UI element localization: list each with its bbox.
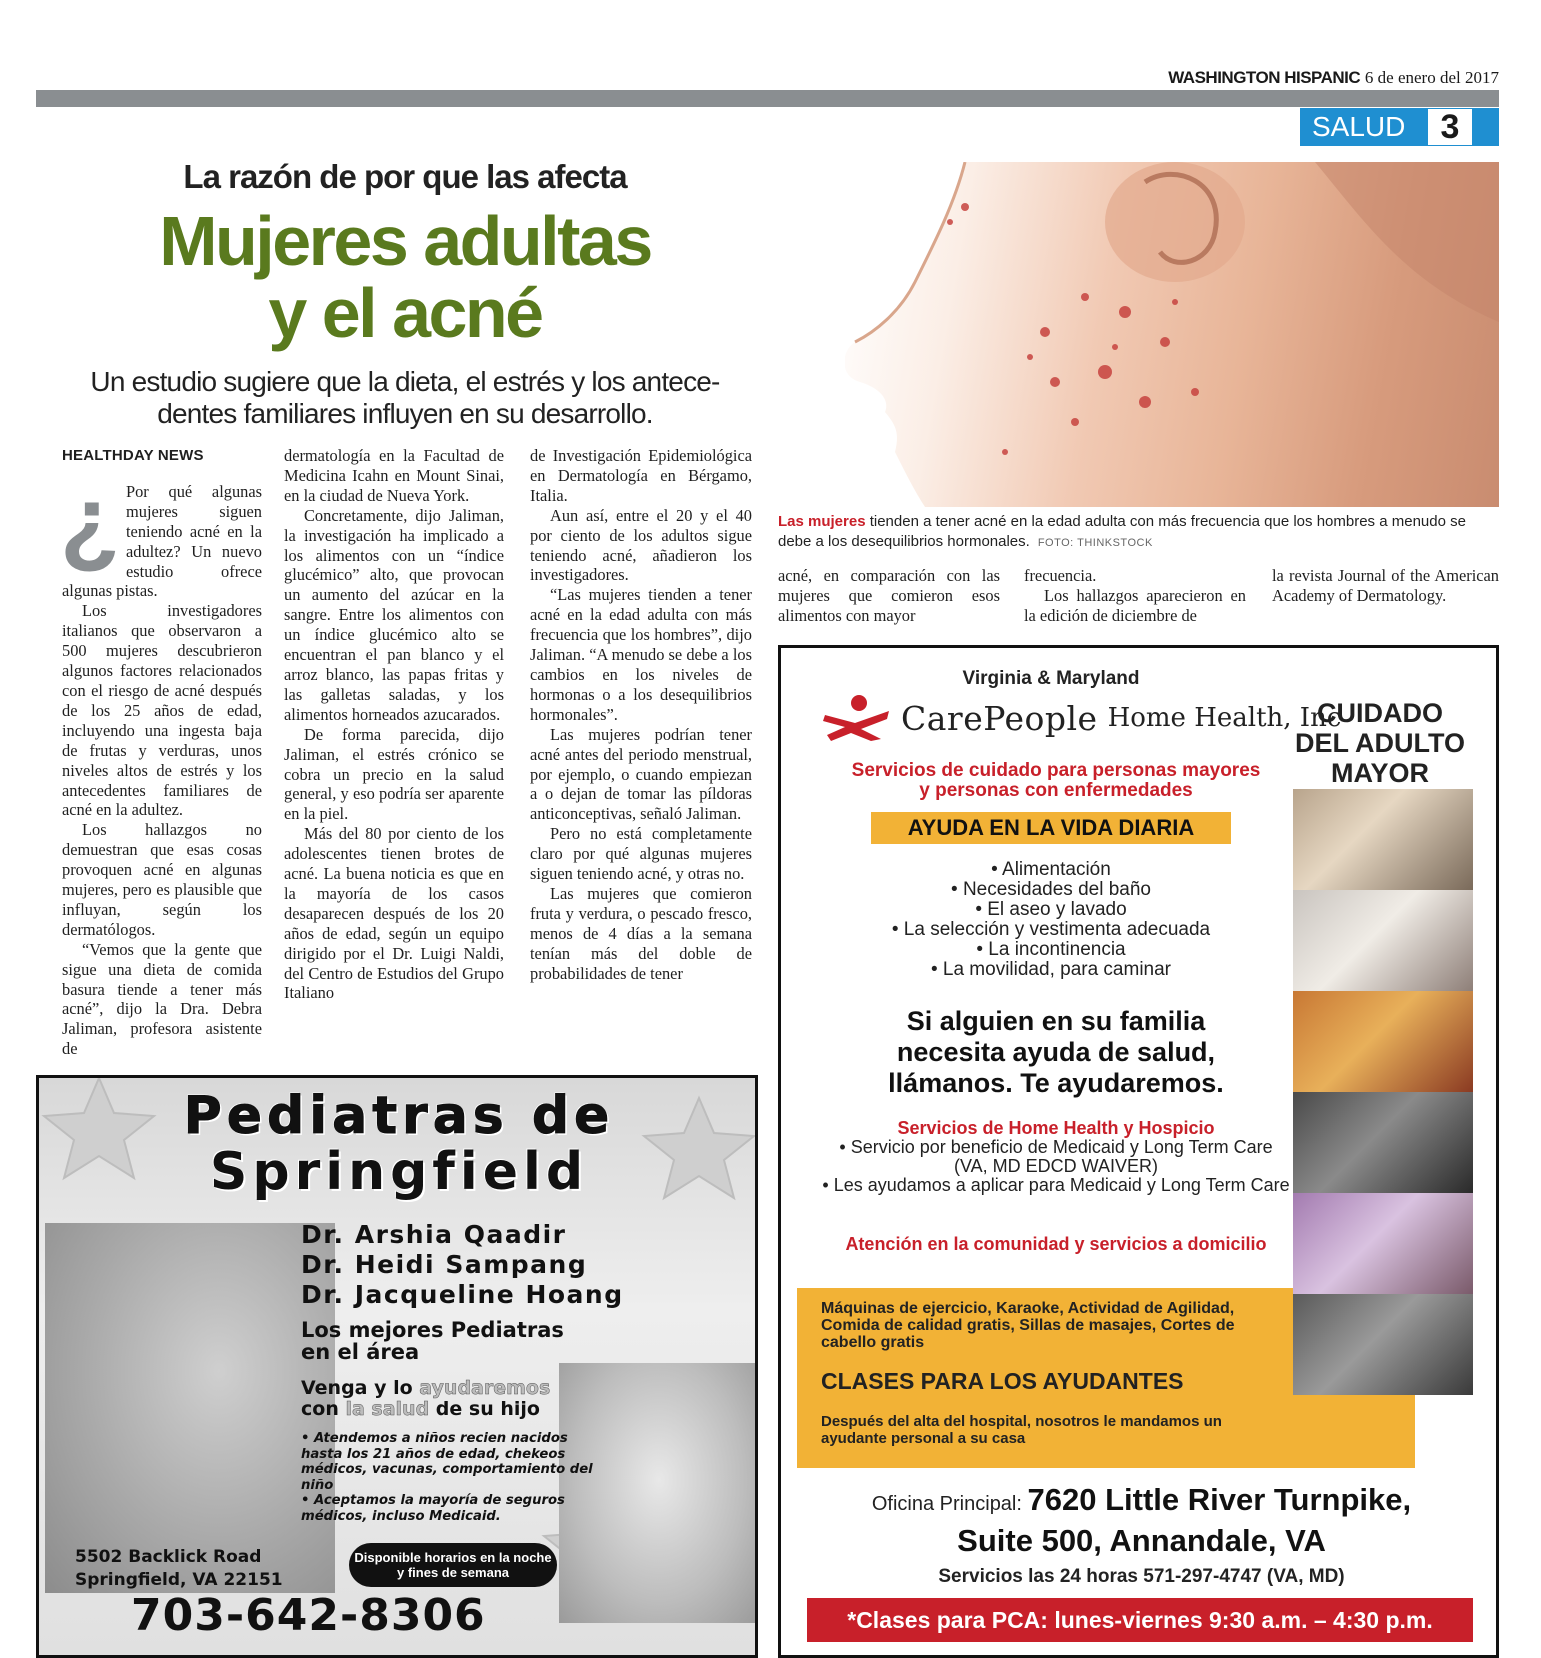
venga-text: de su hijo xyxy=(429,1398,540,1420)
photo-crafts xyxy=(1293,890,1473,991)
hours-pill: Disponible horarios en la noche y fines de semana xyxy=(349,1543,557,1587)
caption-lead: Las mujeres xyxy=(778,513,866,530)
mejores-tagline xyxy=(301,1319,564,1363)
paragraph: “Vemos que la gente que sigue una dieta de comida basura tiende a tener más acné”, dijo la Dra. Debra Jaliman, profesora asistente de xyxy=(62,939,262,1059)
ad-bullets xyxy=(301,1431,601,1524)
bullet-item: • Atendemos a niños recien nacidos hasta los 21 años de edad, chekeos médicos, vacunas, comportamiento del niño xyxy=(301,1431,593,1493)
paper-name: WASHINGTON HISPANIC xyxy=(1168,68,1361,87)
cta-line: necesita ayuda de salud, xyxy=(896,1037,1216,1067)
pediatras-ad xyxy=(36,1075,758,1658)
face-illustration xyxy=(845,162,1499,507)
call-to-action xyxy=(811,1006,1301,1099)
clases-heading: CLASES PARA LOS AYUDANTES xyxy=(821,1368,1184,1394)
mejores-line-1: Los mejores Pediatras xyxy=(301,1318,564,1342)
paragraph: Por qué algunas mujeres siguen teniendo acné en la adultez? Un nuevo estudio ofrece algunas pistas. xyxy=(62,481,262,601)
top-rule-bar xyxy=(36,90,1499,107)
headline-line-2: y el acné xyxy=(268,274,542,352)
article-deck xyxy=(60,366,750,430)
photo-dancing xyxy=(1293,789,1473,890)
office-line xyxy=(781,1482,1499,1518)
byline: HEALTHDAY NEWS xyxy=(62,447,204,464)
carepeople-ad xyxy=(778,645,1499,1658)
home-health-title: Servicios de Home Health y Hospicio xyxy=(897,1118,1215,1138)
list-item: • Servicio por beneficio de Medicaid y Long Term Care (VA, MD EDCD WAIVER) xyxy=(839,1137,1273,1176)
list-item: • Necesidades del baño xyxy=(951,879,1151,900)
phone-number: 703-642-8306 xyxy=(131,1590,486,1641)
paragraph: la revista Journal of the American Academy of Dermatology. xyxy=(1272,566,1499,605)
bullet-item: • Aceptamos la mayoría de seguros médicos, incluso Medicaid. xyxy=(301,1493,565,1524)
article-headline xyxy=(60,202,750,352)
photo-exercise xyxy=(1293,1294,1473,1395)
cuidado-line: CUIDADO xyxy=(1317,698,1443,728)
headline-line-1: Mujeres adultas xyxy=(159,202,651,280)
venga-highlight: ayudaremos xyxy=(419,1377,551,1399)
article-column-5 xyxy=(1024,566,1246,626)
list-item: • Alimentación xyxy=(991,859,1111,880)
paragraph: Concretamente, dijo Jaliman, la investigación ha implicado a los alimentos con un “índice glucémico” alto, que provocan un aumento del azúcar en la sangre. Entre los alimentos con un índice glucémico alto se encuentran el pan blanco y el arroz blanco, las papas fritas y las galletas saladas, y los alimentos horneados azucarados. xyxy=(284,505,504,724)
carepeople-logo xyxy=(821,693,1341,743)
activities-text: Máquinas de ejercicio, Karaoke, Actividad de Agilidad, Comida de calidad gratis, Sillas de masajes, Cortes de cabello gratis xyxy=(821,1300,1235,1351)
photo-credit: FOTO: THINKSTOCK xyxy=(1037,537,1153,549)
ad-region: Virginia & Maryland xyxy=(962,668,1140,689)
list-item: • El aseo y lavado xyxy=(975,899,1127,920)
address-line-1: 5502 Backlick Road xyxy=(75,1547,262,1567)
list-item: • Les ayudamos a aplicar para Medicaid y Long Term Care xyxy=(822,1175,1290,1195)
doctor-name: Dr. Heidi Sampang xyxy=(301,1250,588,1279)
paragraph: Más del 80 por ciento de los adolescentes tienen brotes de acné. La buena noticia es que en la mayoría de los casos desaparecen después de los 20 años de edad, según un equipo dirigido por el Dr. Luigi Naldi, del Centro de Estudios del Grupo Italiano xyxy=(284,824,504,1003)
office-address-2: Suite 500, Annandale, VA xyxy=(957,1523,1326,1558)
services-line-1: Servicios de cuidado para personas mayores xyxy=(851,760,1261,781)
paragraph: Los hallazgos aparecieron en la edición de diciembre de xyxy=(1024,585,1246,625)
brand-suffix: Home Health, Inc xyxy=(1107,703,1342,733)
cuidado-line: MAYOR xyxy=(1330,758,1430,788)
article-column-3 xyxy=(530,446,752,983)
article-column-1 xyxy=(62,446,262,1059)
paragraph: Las mujeres podrían tener acné antes del periodo menstrual, por ejemplo, o cuando empiezan a o dejan de tomar las píldoras anticonceptivas, señaló Jaliman. xyxy=(530,724,752,824)
photo-massage-chairs xyxy=(1293,1092,1473,1193)
brand-name: CarePeople xyxy=(901,698,1098,738)
paragraph: frecuencia. xyxy=(1024,566,1097,585)
venga-tagline xyxy=(301,1378,550,1420)
pca-classes-bar: *Clases para PCA: lunes-viernes 9:30 a.m. – 4:30 p.m. xyxy=(807,1598,1473,1642)
paragraph: Las mujeres que comieron fruta y verdura, o pescado fresco, menos de 4 días a la semana tenían más del doble de probabilidades de tener xyxy=(530,883,752,983)
section-tab xyxy=(1300,108,1499,146)
section-label: SALUD xyxy=(1312,111,1406,142)
doctor-baby-photo xyxy=(45,1223,335,1593)
mejores-line-2: en el área xyxy=(301,1340,420,1364)
service-hours: Servicios las 24 horas 571-297-4747 (VA, MD) xyxy=(938,1566,1345,1587)
masthead xyxy=(1168,68,1499,88)
doctor-name: Dr. Jacqueline Hoang xyxy=(301,1280,624,1309)
paragraph: “Las mujeres tienden a tener acné en la edad adulta con más frecuencia que los hombres”, dijo Jaliman. “A menudo se debe a los cambios en los niveles de hormonas o a los desequilibrios hormonales”. xyxy=(530,585,752,724)
community-care-title: Atención en la comunidad y servicios a domicilio xyxy=(845,1234,1267,1254)
article-column-6 xyxy=(1272,566,1499,606)
page-number: 3 xyxy=(1428,109,1472,145)
cuidado-line: DEL ADULTO xyxy=(1294,728,1465,758)
services-heading xyxy=(811,761,1301,801)
venga-text: Venga y lo xyxy=(301,1377,420,1399)
photo-party xyxy=(1293,1193,1473,1294)
cta-line: Si alguien en su familia xyxy=(906,1006,1206,1036)
article-column-4 xyxy=(778,566,1000,626)
deck-line-1: Un estudio sugiere que la dieta, el estrés y los antece- xyxy=(90,366,720,397)
list-item: • La incontinencia xyxy=(976,939,1126,960)
list-item: • La selección y vestimenta adecuada xyxy=(891,919,1211,940)
venga-text: con xyxy=(301,1398,346,1420)
paragraph: Pero no está completamente claro por qué algunas mujeres siguen teniendo acné, y otras no. xyxy=(530,824,752,884)
address-line-2: Springfield, VA 22151 xyxy=(75,1570,283,1590)
ad-title-line-2: Springfield xyxy=(209,1142,589,1202)
paragraph: dermatología en la Facultad de Medicina Icahn en Mount Sinai, en la ciudad de Nueva York. xyxy=(284,446,504,505)
doctor-name: Dr. Arshia Qaadir xyxy=(301,1220,567,1249)
despues-text: Después del alta del hospital, nosotros le mandamos un ayudante personal a su casa xyxy=(821,1413,1222,1447)
article-column-2 xyxy=(284,446,504,1003)
office-address: 7620 Little River Turnpike, xyxy=(1027,1482,1412,1517)
deck-line-2: dentes familiares influyen en su desarrollo. xyxy=(157,398,653,429)
paragraph: Los hallazgos no demuestran que esas cosas provoquen acné en algunas mujeres, pero es plausible que influyan, según los dermatólogos. xyxy=(62,820,262,939)
article-kicker: La razón de por que las afecta xyxy=(183,158,627,195)
venga-highlight: la salud xyxy=(345,1398,430,1420)
drop-cap: ¿ xyxy=(60,465,120,576)
ad-title-line-1: Pediatras de xyxy=(183,1086,615,1146)
list-item: • La movilidad, para caminar xyxy=(930,959,1172,980)
office-label: Oficina Principal: xyxy=(871,1493,1028,1515)
issue-date: 6 de enero del 2017 xyxy=(1364,68,1499,87)
carepeople-logo-icon xyxy=(821,693,893,743)
paragraph: De forma parecida, dijo Jaliman, el estrés crónico se cobra un precio en la salud general, y eso podría ser aparente en la piel. xyxy=(284,724,504,824)
acne-face-photo xyxy=(845,162,1499,507)
home-health-list xyxy=(821,1138,1291,1195)
cta-line: llámanos. Te ayudaremos. xyxy=(888,1068,1224,1098)
paragraph: Los investigadores italianos que observaron a 500 mujeres descubrieron algunos factores relacionados con el riesgo de acné después de los 25 años de edad, incluyendo una ingesta baja de frutas y verduras, unos niveles altos de estrés y los antecedentes familiares de acné en la adultez. xyxy=(62,601,262,820)
photo-strip xyxy=(1293,789,1473,1395)
photo-caption xyxy=(778,512,1499,553)
services-line-2: y personas con enfermedades xyxy=(919,780,1193,801)
ayuda-banner: AYUDA EN LA VIDA DIARIA xyxy=(871,812,1231,844)
paragraph: Aun así, entre el 20 y el 40 por ciento de los adultos sigue teniendo acné, añadieron los investigadores. xyxy=(530,505,752,585)
cuidado-heading xyxy=(1285,698,1475,788)
paragraph: acné, en comparación con las mujeres que comieron esos alimentos con mayor xyxy=(778,566,1000,625)
photo-haircut xyxy=(1293,991,1473,1092)
daily-help-list xyxy=(821,860,1281,980)
caption-text: tienden a tener acné en la edad adulta con más frecuencia que los hombres a menudo se debe a los desequilibrios hormonales. xyxy=(778,513,1466,550)
paragraph: de Investigación Epidemiológica en Dermatología en Bérgamo, Italia. xyxy=(530,446,752,505)
